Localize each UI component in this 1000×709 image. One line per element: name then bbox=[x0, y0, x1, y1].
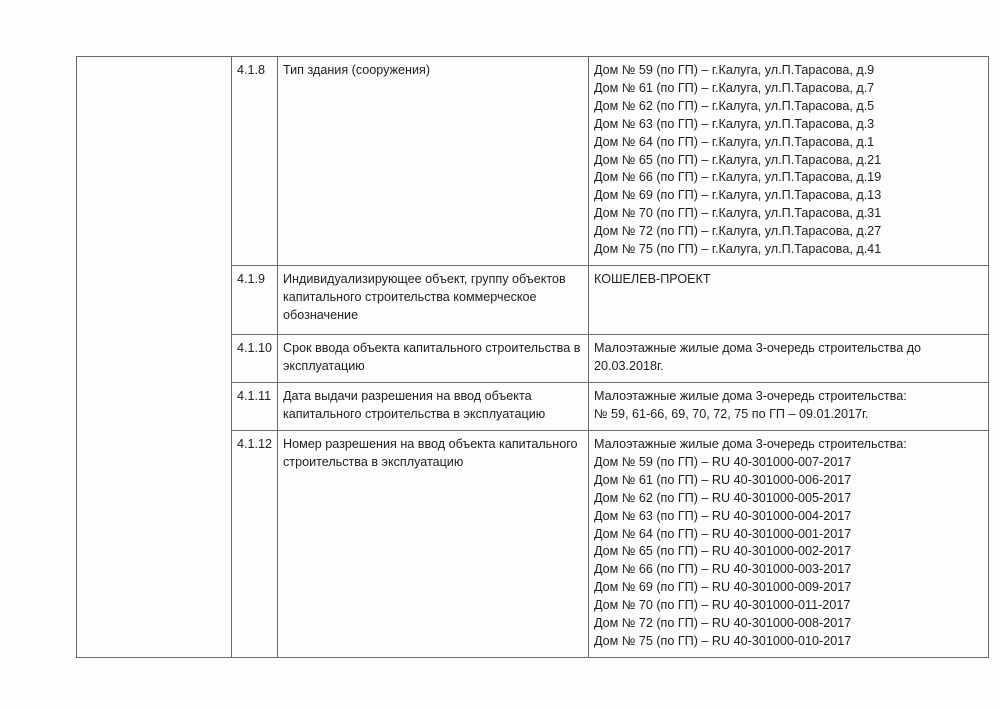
value-line: Дом № 65 (по ГП) – RU 40-301000-002-2017 bbox=[594, 544, 852, 559]
value-line: КОШЕЛЕВ-ПРОЕКТ bbox=[594, 271, 711, 286]
value-line: Дом № 64 (по ГП) – г.Калуга, ул.П.Тарасова, д.1 bbox=[594, 134, 875, 149]
value-line: Дом № 75 (по ГП) – RU 40-301000-010-2017 bbox=[594, 633, 852, 648]
value-line: Дом № 69 (по ГП) – г.Калуга, ул.П.Тарасова, д.13 bbox=[594, 188, 882, 203]
value-line: Малоэтажные жилые дома 3-очередь строительства: bbox=[594, 436, 907, 451]
value-line: Дом № 66 (по ГП) – г.Калуга, ул.П.Тарасова, д.19 bbox=[594, 170, 882, 185]
value-line: Дом № 69 (по ГП) – RU 40-301000-009-2017 bbox=[594, 580, 852, 595]
item-number: 4.1.10 bbox=[232, 334, 278, 382]
item-label: Тип здания (сооружения) bbox=[278, 57, 589, 266]
value-line: Дом № 65 (по ГП) – г.Калуга, ул.П.Тарасова, д.21 bbox=[594, 152, 882, 167]
value-line: Дом № 59 (по ГП) – г.Калуга, ул.П.Тарасова, д.9 bbox=[594, 63, 875, 77]
value-line: Дом № 72 (по ГП) – г.Калуга, ул.П.Тарасова, д.27 bbox=[594, 224, 882, 239]
document-table bbox=[76, 56, 989, 658]
value-line: Дом № 72 (по ГП) – RU 40-301000-008-2017 bbox=[594, 616, 852, 631]
value-line: Дом № 61 (по ГП) – г.Калуга, ул.П.Тарасова, д.7 bbox=[594, 80, 875, 95]
value-line: Дом № 62 (по ГП) – RU 40-301000-005-2017 bbox=[594, 490, 852, 505]
item-label: Срок ввода объекта капитального строительства в эксплуатацию bbox=[278, 334, 589, 382]
value-line: Дом № 62 (по ГП) – г.Калуга, ул.П.Тарасова, д.5 bbox=[594, 98, 875, 113]
item-label: Индивидуализирующее объект, группу объектов капитального строительства коммерческое обозначение bbox=[278, 265, 589, 334]
item-number: 4.1.12 bbox=[232, 430, 278, 657]
table-row bbox=[77, 57, 989, 266]
value-line: № 59, 61-66, 69, 70, 72, 75 по ГП – 09.01.2017г. bbox=[594, 406, 869, 421]
value-line: Дом № 70 (по ГП) – RU 40-301000-011-2017 bbox=[594, 598, 851, 613]
value-line: Дом № 64 (по ГП) – RU 40-301000-001-2017 bbox=[594, 526, 852, 541]
item-value bbox=[589, 57, 989, 266]
item-value bbox=[589, 430, 989, 657]
value-line: Малоэтажные жилые дома 3-очередь строительства до bbox=[594, 340, 922, 355]
blank-left-cell bbox=[77, 57, 232, 658]
value-line: Дом № 66 (по ГП) – RU 40-301000-003-2017 bbox=[594, 562, 852, 577]
item-number: 4.1.11 bbox=[232, 382, 278, 430]
value-line: Дом № 70 (по ГП) – г.Калуга, ул.П.Тарасова, д.31 bbox=[594, 206, 882, 221]
value-line: Дом № 75 (по ГП) – г.Калуга, ул.П.Тарасова, д.41 bbox=[594, 242, 882, 257]
item-value bbox=[589, 334, 989, 382]
value-line: Дом № 63 (по ГП) – г.Калуга, ул.П.Тарасова, д.3 bbox=[594, 116, 875, 131]
value-line: Дом № 63 (по ГП) – RU 40-301000-004-2017 bbox=[594, 508, 852, 523]
item-label: Дата выдачи разрешения на ввод объекта капитального строительства в эксплуатацию bbox=[278, 382, 589, 430]
item-number: 4.1.9 bbox=[232, 265, 278, 334]
value-line: Дом № 61 (по ГП) – RU 40-301000-006-2017 bbox=[594, 472, 852, 487]
item-label: Номер разрешения на ввод объекта капитального строительства в эксплуатацию bbox=[278, 430, 589, 657]
item-number: 4.1.8 bbox=[232, 57, 278, 266]
value-line: Дом № 59 (по ГП) – RU 40-301000-007-2017 bbox=[594, 454, 852, 469]
value-line: Малоэтажные жилые дома 3-очередь строительства: bbox=[594, 388, 907, 403]
item-value bbox=[589, 265, 989, 334]
item-value bbox=[589, 382, 989, 430]
value-line: 20.03.2018г. bbox=[594, 358, 664, 373]
